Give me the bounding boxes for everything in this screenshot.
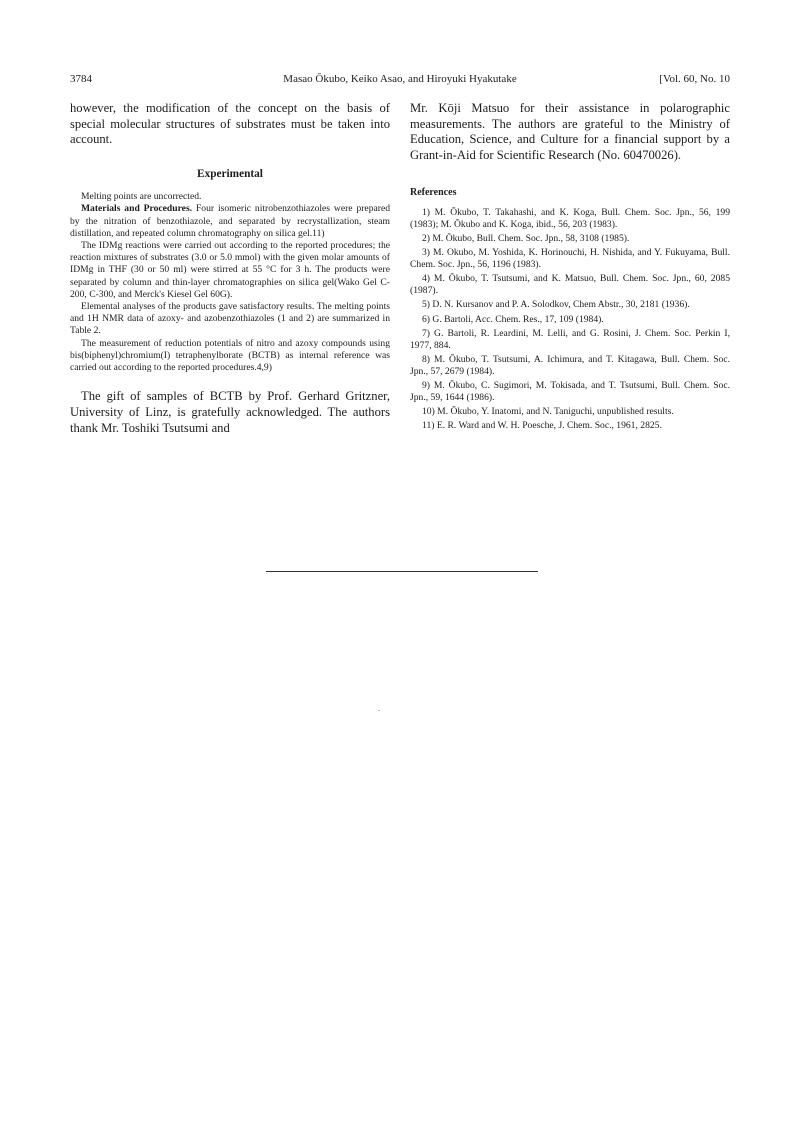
volume-issue: [Vol. 60, No. 10 xyxy=(659,73,730,85)
reference-item: 8) M. Ōkubo, T. Tsutsumi, A. Ichimura, and T. Kitagawa, Bull. Chem. Soc. Jpn., 57, 2679 (1984). xyxy=(410,353,730,377)
right-column xyxy=(410,101,730,434)
reference-list xyxy=(410,207,730,433)
idmg-paragraph: The IDMg reactions were carried out according to the reported procedures; the reaction mixtures of substrates (3.0 or 5.0 mmol) with the given molar amounts of IDMg in THF (30 or 50 ml) were stirred at 55 °C for 3 h. The products were separated by column and thin-layer chromatographies on silica gel(Wako Gel C-200, C-300, and Merck's Kiesel Gel 60G). xyxy=(70,239,390,300)
running-head-authors: Masao Ōkubo, Keiko Asao, and Hiroyuki Hyakutake xyxy=(283,73,517,85)
reference-item: 7) G. Bartoli, R. Leardini, M. Lelli, and G. Rosini, J. Chem. Soc. Perkin I, 1977, 884. xyxy=(410,327,730,351)
measurement-paragraph: The measurement of reduction potentials of nitro and azoxy compounds using bis(biphenyl)chromium(I) tetraphenylborate (BCTB) as internal reference was carried out according to the reported procedures.4,9) xyxy=(70,337,390,373)
reference-item: 4) M. Ōkubo, T. Tsutsumi, and K. Matsuo, Bull. Chem. Soc. Jpn., 60, 2085 (1987). xyxy=(410,273,730,297)
materials-text: Four isomeric nitrobenzothiazoles were prepared by the nitration of benzothiazole, and separated by recrystallization, steam distillation, and repeated column chromatography on silica gel.11) xyxy=(70,203,390,239)
page-number: 3784 xyxy=(70,73,92,85)
references-heading: References xyxy=(410,186,457,198)
elemental-paragraph: Elemental analyses of the products gave satisfactory results. The melting points and 1H NMR data of azoxy- and azobenzothiazoles (1 and 2) are summarized in Table 2. xyxy=(70,300,390,337)
materials-paragraph xyxy=(70,203,390,240)
acknowledgment-continuation: Mr. Kōji Matsuo for their assistance in polarographic measurements. The authors are grateful to the Ministry of Education, Science, and Culture for a financial support by a Grant-in-Aid for Scientific Research (No. 60470026). xyxy=(410,101,730,163)
end-of-article-rule xyxy=(266,571,538,572)
experimental-heading: Experimental xyxy=(197,168,263,181)
reference-item: 11) E. R. Ward and W. H. Poesche, J. Chem. Soc., 1961, 2825. xyxy=(422,420,662,432)
reference-item: 2) M. Ōkubo, Bull. Chem. Soc. Jpn., 58, 3108 (1985). xyxy=(422,233,630,244)
materials-heading: Materials and Procedures. xyxy=(81,203,193,215)
melting-points-paragraph: Melting points are uncorrected. xyxy=(81,191,202,203)
intro-paragraph-end: however, the modification of the concept on the basis of special molecular structures of substrates must be taken into account. xyxy=(70,101,390,147)
reference-item: 3) M. Okubo, M. Yoshida, K. Horinouchi, H. Nishida, and Y. Fukuyama, Bull. Chem. Soc. Jpn., 56, 1196 (1983). xyxy=(410,247,730,271)
running-head xyxy=(70,73,730,87)
reference-item: 10) M. Ōkubo, Y. Inatomi, and N. Taniguchi, unpublished results. xyxy=(422,406,674,418)
reference-item: 6) G. Bartoli, Acc. Chem. Res., 17, 109 (1984). xyxy=(422,313,604,325)
reference-item: 9) M. Ōkubo, C. Sugimori, M. Tokisada, and T. Tsutsumi, Bull. Chem. Soc. Jpn., 59, 1644 (1986). xyxy=(410,380,730,404)
acknowledgment-paragraph: The gift of samples of BCTB by Prof. Gerhard Gritzner, University of Linz, is gratefully acknowledged. The authors thank Mr. Toshiki Tsutsumi and xyxy=(70,389,390,435)
scan-speck xyxy=(378,710,380,711)
left-column xyxy=(70,101,390,436)
reference-item: 1) M. Ōkubo, T. Takahashi, and K. Koga, Bull. Chem. Soc. Jpn., 56, 199 (1983); M. Ōkubo and K. Koga, ibid., 56, 203 (1983). xyxy=(410,206,730,230)
reference-item: 5) D. N. Kursanov and P. A. Solodkov, Chem Abstr., 30, 2181 (1936). xyxy=(422,299,690,311)
